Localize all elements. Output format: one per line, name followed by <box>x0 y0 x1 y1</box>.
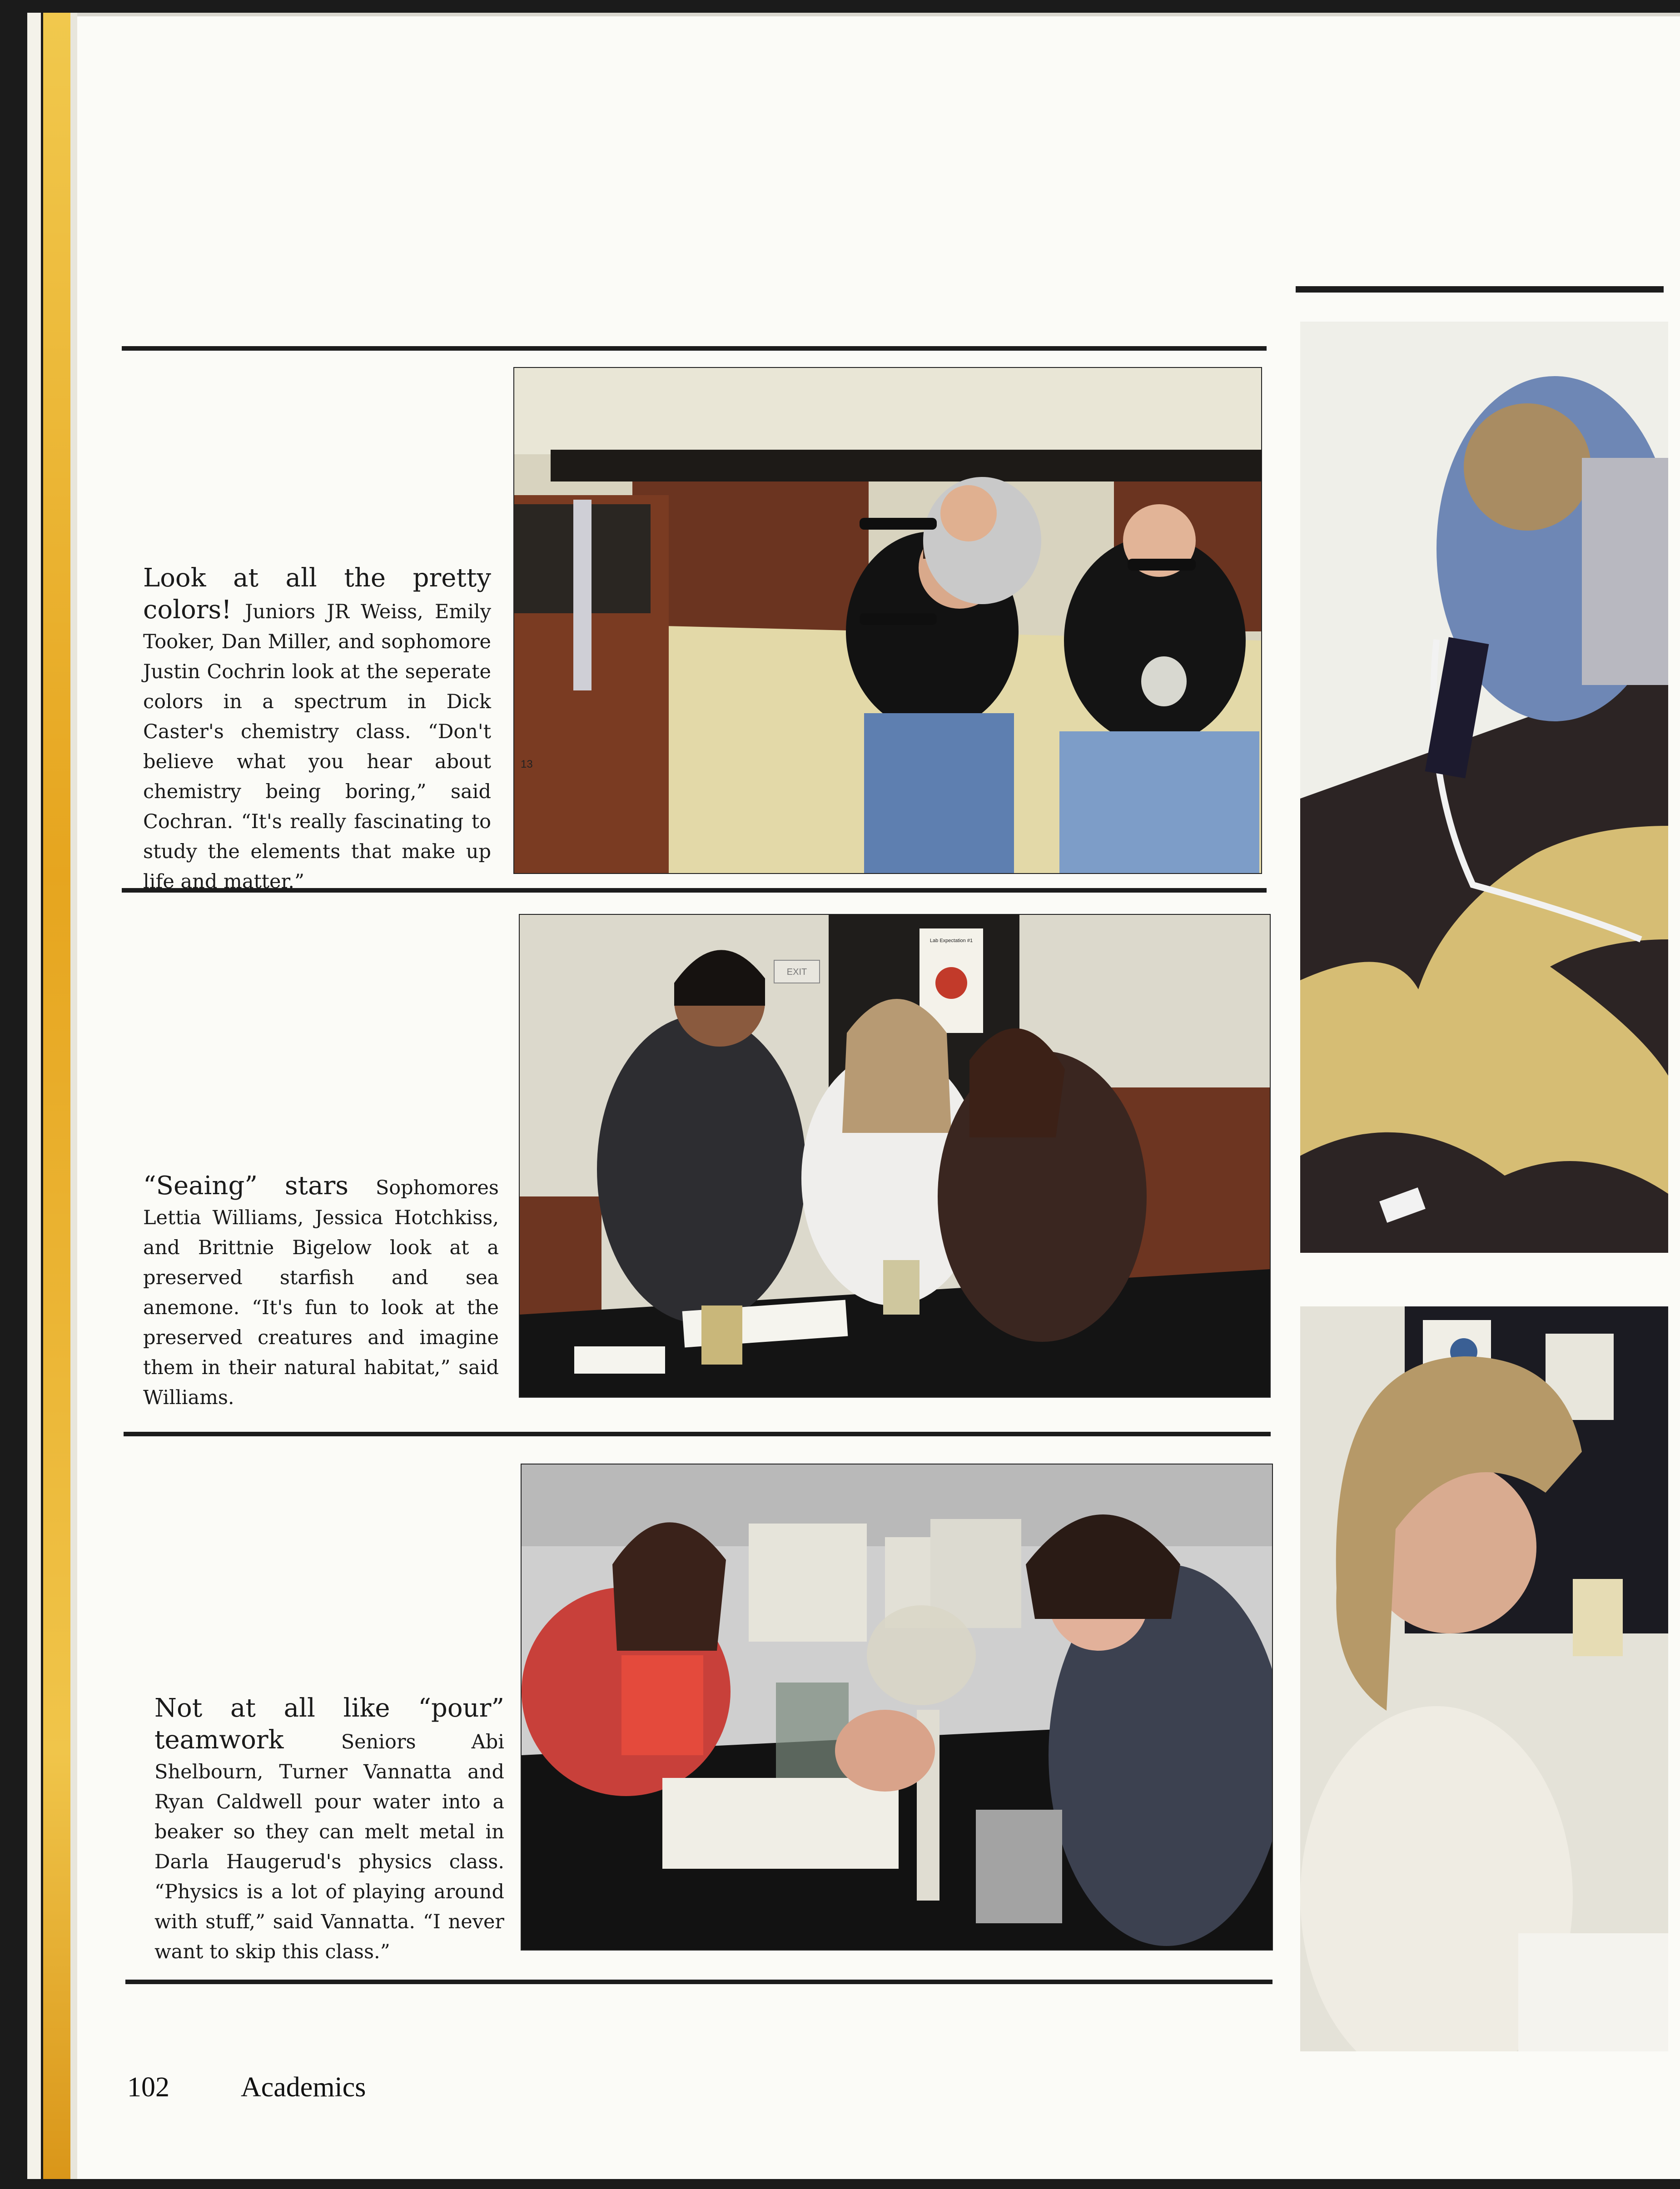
photo-measuring-floor <box>1300 322 1668 1253</box>
poster-title: Lab Expectation #1 <box>929 938 973 943</box>
photo-girl-reading <box>1300 1306 1668 2051</box>
caption-body: Sophomores Lettia Williams, Jessica Hotchkiss, and Brittnie Bigelow look at a preserved starfish and sea anemone. “It's fun to look at the preserved creatures and imagine them in their natural habitat,” said Williams. <box>143 1176 499 1409</box>
page-number: 102 <box>127 2072 169 2103</box>
section-title: Academics <box>241 2072 366 2103</box>
caption-starfish <box>143 1171 499 1413</box>
caption-body: Juniors JR Weiss, Emily Tooker, Dan Miller, and sophomore Justin Cochrin look at the seperate colors in a spectrum in Dick Caster's chemistry class. “Don't believe what you hear about chemistry being boring,” said Cochran. “It's really fascinating to study the elements that make up life and matter.” <box>143 601 491 893</box>
caption-body: Seniors Abi Shelbourn, Turner Vannatta and Ryan Caldwell pour water into a beaker so they can melt metal in Darla Haugerud's physics class. “Physics is a lot of playing around with stuff,” said Vannatta. “I never want to skip this class.” <box>154 1731 504 1963</box>
caption-headline: Not at all like “pour” teamwork <box>154 1693 504 1755</box>
photo-preserved-starfish <box>519 914 1271 1398</box>
caption-physics <box>154 1693 504 1967</box>
rule-top <box>122 346 1267 351</box>
caption-headline: Look at all the pretty colors! <box>143 563 491 625</box>
book-spine <box>0 0 77 2189</box>
photo-chemistry-spectrum <box>513 367 1262 874</box>
page-top-edge <box>0 0 1680 13</box>
rule-bottom <box>125 1980 1272 1984</box>
rule-right-column <box>1296 286 1664 293</box>
page-bottom-edge <box>0 2179 1680 2189</box>
photo-physics-pour <box>521 1464 1273 1951</box>
caption-chemistry <box>143 563 491 897</box>
rule-mid-2 <box>124 1432 1271 1436</box>
caption-headline: “Seaing” stars <box>143 1171 376 1201</box>
room-tag: 13 <box>521 758 533 770</box>
exit-sign: EXIT <box>786 967 807 977</box>
